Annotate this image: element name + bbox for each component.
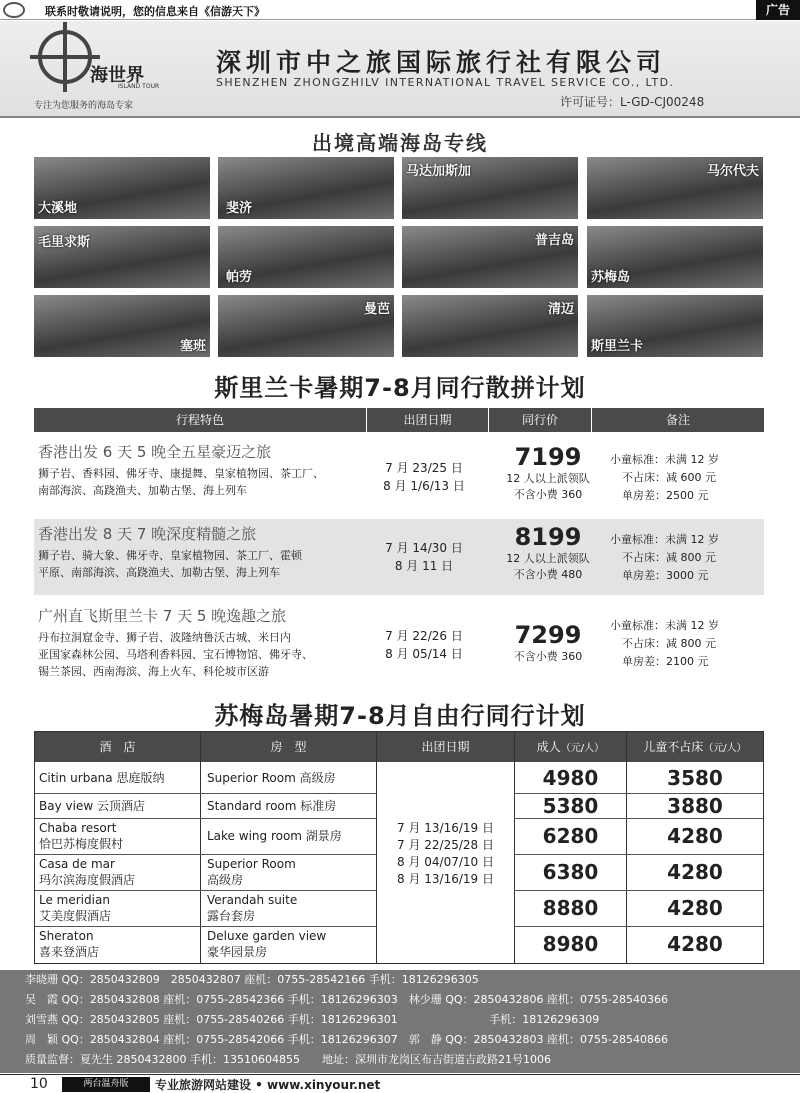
photo-samui <box>587 226 763 288</box>
photo-label: 曼芭 <box>363 302 390 317</box>
tour-dates <box>374 539 474 575</box>
tour-dates <box>374 627 474 663</box>
row-divider <box>35 890 376 891</box>
tour-note: 小童标准：未满 12 岁 <box>610 533 719 546</box>
hotel-name-line: 喜来登酒店 <box>39 945 100 959</box>
tour-note: 单房差：2500 元 <box>622 489 709 502</box>
col-header-adult-label: 成人 <box>536 740 561 754</box>
photo-label: 普吉岛 <box>534 233 574 248</box>
hotel-name-line: 恰巴苏梅度假村 <box>39 837 124 851</box>
row-divider <box>514 926 763 927</box>
tour-price-note: 12 人以上派领队 <box>506 552 590 565</box>
tour-note: 不占床：减 600 元 <box>622 471 716 484</box>
tour-note: 不占床：减 800 元 <box>622 551 716 564</box>
room-type-line: 露台套房 <box>207 909 256 923</box>
tour-note: 小童标准：未满 12 岁 <box>610 619 719 632</box>
brand-name: 海世界 <box>90 65 144 86</box>
section-title-samui: 苏梅岛暑期7-8月自由行同行计划 <box>214 702 586 730</box>
brand-name-en: ISLAND TOUR <box>118 83 160 90</box>
footer-label: 两台温舟版 <box>62 1077 150 1092</box>
tour-date: 7 月 22/26 日 <box>385 629 463 643</box>
tour-price-note: 不含小费 480 <box>513 568 583 581</box>
tour-title: 香港出发 8 天 7 晚深度精髓之旅 <box>38 525 257 543</box>
magazine-logo-icon <box>3 2 25 18</box>
photo-label: 塞班 <box>179 339 206 354</box>
col-divider <box>200 732 201 963</box>
child-price: 4280 <box>667 932 723 956</box>
tour-desc-line: 丹布拉洞窟金寺、狮子岩、波隆纳鲁沃古城、米日内 <box>38 631 291 644</box>
room-type: Superior Room 高级房 <box>207 771 336 785</box>
tour-date: 8 月 1/6/13 日 <box>383 479 465 493</box>
photo-fiji <box>218 157 394 219</box>
tour-title: 香港出发 6 天 5 晚全五星豪迈之旅 <box>38 443 272 461</box>
tour-date: 8 月 11 日 <box>394 559 454 573</box>
tour-desc-line: 锡兰茶园、西南海滨、海上火车、科伦坡市区游 <box>38 665 269 678</box>
contact-line: 刘雪燕 QQ：2850432805 座机：0755-28540266 手机：18126296301 手机：18126296309 <box>25 1013 600 1026</box>
tour-note: 单房差：3000 元 <box>622 569 709 582</box>
tour-price-block <box>490 443 606 503</box>
tour-price: 7299 <box>514 621 582 649</box>
footer-text: 专业旅游网站建设 • www.xinyour.net <box>155 1078 381 1092</box>
room-type <box>207 892 297 924</box>
tour-desc-line: 狮子岩、骑大象、佛牙寺、皇家植物园、茶工厂、霍顿 <box>38 549 302 562</box>
photo-manba <box>218 295 394 357</box>
hotel-name <box>39 892 111 924</box>
tour-desc-line: 狮子岩、香料园、佛牙寺、康提舞、皇家植物园、茶工厂、 <box>38 467 324 480</box>
col-header-adult <box>515 732 626 762</box>
section-title-islands: 出境高端海岛专线 <box>312 131 488 155</box>
row-divider <box>514 854 763 855</box>
photo-label: 清迈 <box>547 302 574 317</box>
child-price: 4280 <box>667 896 723 920</box>
tour-row <box>34 437 764 515</box>
photo-label: 毛里求斯 <box>38 235 91 250</box>
samui-date: 8 月 04/07/10 日 <box>397 855 494 869</box>
photo-tahiti <box>34 157 210 219</box>
tour-price: 8199 <box>514 523 582 551</box>
samui-date: 7 月 22/25/28 日 <box>397 838 494 852</box>
hotel-name <box>39 856 135 888</box>
tour-notes <box>610 451 760 505</box>
section-title-srilanka: 斯里兰卡暑期7-8月同行散拼计划 <box>214 374 586 402</box>
contact-line: 李晓珊 QQ：2850432809 2850432807 座机：0755-28542166 手机：18126296305 <box>25 973 479 986</box>
company-name-cn: 深圳市中之旅国际旅行社有限公司 <box>216 48 667 77</box>
license-number: 许可证号：L-GD-CJ00248 <box>560 95 705 109</box>
tour-price-block <box>490 523 606 583</box>
room-type-line: 高级房 <box>207 873 244 887</box>
tour-title: 广州直飞斯里兰卡 7 天 5 晚逸趣之旅 <box>38 607 287 625</box>
adult-price: 6380 <box>542 860 599 884</box>
tour-row <box>34 601 764 691</box>
col-header-room: 房 型 <box>201 732 376 762</box>
room-type <box>207 928 326 960</box>
tour-notes <box>610 617 760 671</box>
tour-desc-line: 亚国家森林公园、马塔利香料园、宝石博物馆、佛牙寺、 <box>38 648 313 661</box>
row-divider <box>35 793 376 794</box>
photo-label: 马尔代夫 <box>706 164 759 179</box>
tour-dates <box>374 459 474 495</box>
photo-srilanka <box>587 295 763 357</box>
samui-date: 8 月 13/16/19 日 <box>397 872 494 886</box>
hotel-name: Bay view 云顶酒店 <box>39 799 145 813</box>
row-divider <box>35 854 376 855</box>
row-divider <box>514 890 763 891</box>
child-price: 4280 <box>667 824 723 848</box>
col-header-child <box>627 732 763 762</box>
page-footer <box>0 1074 800 1093</box>
adult-price: 8980 <box>542 932 599 956</box>
top-notice: 联系时敬请说明，您的信息来自《信游天下》 <box>45 5 265 18</box>
tour-date: 7 月 23/25 日 <box>385 461 463 475</box>
room-type: Standard room 标准房 <box>207 799 337 813</box>
child-price: 3580 <box>667 766 723 790</box>
contact-line: 质量监督：夏先生 2850432800 手机：13510604855 地址：深圳市龙岗区布吉街道吉政路21号1006 <box>25 1053 551 1066</box>
tour-desc <box>38 547 368 581</box>
col-header-date: 出团日期 <box>377 732 514 762</box>
row-divider <box>35 926 376 927</box>
room-type-line: 豪华园景房 <box>207 945 268 959</box>
col-header-child-label: 儿童不占床 <box>643 740 704 754</box>
row-divider <box>35 818 376 819</box>
hotel-name-line: Sheraton <box>39 929 94 943</box>
col-header-itinerary: 行程特色 <box>34 408 366 432</box>
photo-mauritius <box>34 226 210 288</box>
adult-price: 5380 <box>542 794 599 818</box>
photo-saipan <box>34 295 210 357</box>
photo-label: 帕劳 <box>226 270 253 285</box>
child-price: 3880 <box>667 794 723 818</box>
hotel-name-line: Le meridian <box>39 893 110 907</box>
tour-notes <box>610 531 760 585</box>
tour-date: 7 月 14/30 日 <box>385 541 463 555</box>
company-name-en: SHENZHEN ZHONGZHILV INTERNATIONAL TRAVEL SERVICE CO., LTD. <box>216 76 675 89</box>
hotel-name <box>39 928 99 960</box>
hotel-name-line: Casa de mar <box>39 857 115 871</box>
hotel-name-line: 玛尔滨海度假酒店 <box>39 873 136 887</box>
child-price: 4280 <box>667 860 723 884</box>
samui-date: 7 月 13/16/19 日 <box>397 821 494 835</box>
tour-note: 单房差：2100 元 <box>622 655 709 668</box>
tour-desc-line: 平原、南部海滨、高跷渔夫、加勒古堡、海上列车 <box>38 566 280 579</box>
contact-line: 周 颖 QQ：2850432804 座机：0755-28542066 手机：18126296307 郭 静 QQ：2850432803 座机：0755-28540866 <box>25 1033 668 1046</box>
ad-label: 广告 <box>756 0 800 20</box>
tour-note: 不占床：减 800 元 <box>622 637 716 650</box>
samui-dates <box>377 820 514 888</box>
room-type: Lake wing room 湖景房 <box>207 829 342 843</box>
photo-chiangmai <box>402 295 578 357</box>
photo-label: 苏梅岛 <box>591 270 631 285</box>
photo-phuket <box>402 226 578 288</box>
photo-label: 马达加斯加 <box>406 164 472 179</box>
photo-label: 斐济 <box>226 201 253 216</box>
room-type-line: Superior Room <box>207 857 296 871</box>
slogan: 专注为您服务的海岛专家 <box>34 101 134 111</box>
hotel-name: Citin urbana 思庭版纳 <box>39 771 165 785</box>
col-header-price: 同行价 <box>489 408 591 432</box>
col-header-notes: 备注 <box>592 408 764 432</box>
room-type <box>207 856 296 888</box>
tour-desc <box>38 629 368 680</box>
tour-note: 小童标准：未满 12 岁 <box>610 453 719 466</box>
contact-panel <box>0 970 800 1073</box>
room-type-line: Deluxe garden view <box>207 929 327 943</box>
page-number: 10 <box>30 1076 48 1092</box>
col-header-adult-unit: （元/人） <box>560 743 605 754</box>
tour-price: 7199 <box>514 443 582 471</box>
adult-price: 6280 <box>542 824 599 848</box>
hotel-name <box>39 820 123 852</box>
top-strip <box>0 0 800 20</box>
photo-label: 斯里兰卡 <box>591 339 644 354</box>
tour-price-block <box>490 621 606 665</box>
tour-desc <box>38 465 368 499</box>
contact-line: 吴 霞 QQ：2850432808 座机：0755-28542366 手机：18126296303 林少珊 QQ：2850432806 座机：0755-28540366 <box>25 993 668 1006</box>
tour-price-note: 不含小费 360 <box>513 650 583 663</box>
hotel-name-line: Chaba resort <box>39 821 117 835</box>
photo-label: 大溪地 <box>38 201 78 216</box>
tour-row <box>34 519 764 595</box>
hotel-table <box>34 731 764 964</box>
adult-price: 8880 <box>542 896 599 920</box>
tour-price-note: 不含小费 360 <box>513 488 583 501</box>
photo-palau <box>218 226 394 288</box>
photo-madagascar <box>402 157 578 219</box>
room-type-line: Verandah suite <box>207 893 298 907</box>
company-header <box>0 21 800 118</box>
adult-price: 4980 <box>542 766 599 790</box>
tour-date: 8 月 05/14 日 <box>385 647 463 661</box>
ship-wheel-logo-icon <box>38 30 92 84</box>
tour-price-note: 12 人以上派领队 <box>506 472 590 485</box>
row-divider <box>514 818 763 819</box>
col-header-hotel: 酒 店 <box>35 732 200 762</box>
photo-maldives <box>587 157 763 219</box>
col-header-child-unit: （元/人） <box>703 743 747 754</box>
col-header-date: 出团日期 <box>367 408 488 432</box>
tour-desc-line: 南部海滨、高跷渔夫、加勒古堡、海上列车 <box>38 484 247 497</box>
hotel-name-line: 艾美度假酒店 <box>39 909 112 923</box>
